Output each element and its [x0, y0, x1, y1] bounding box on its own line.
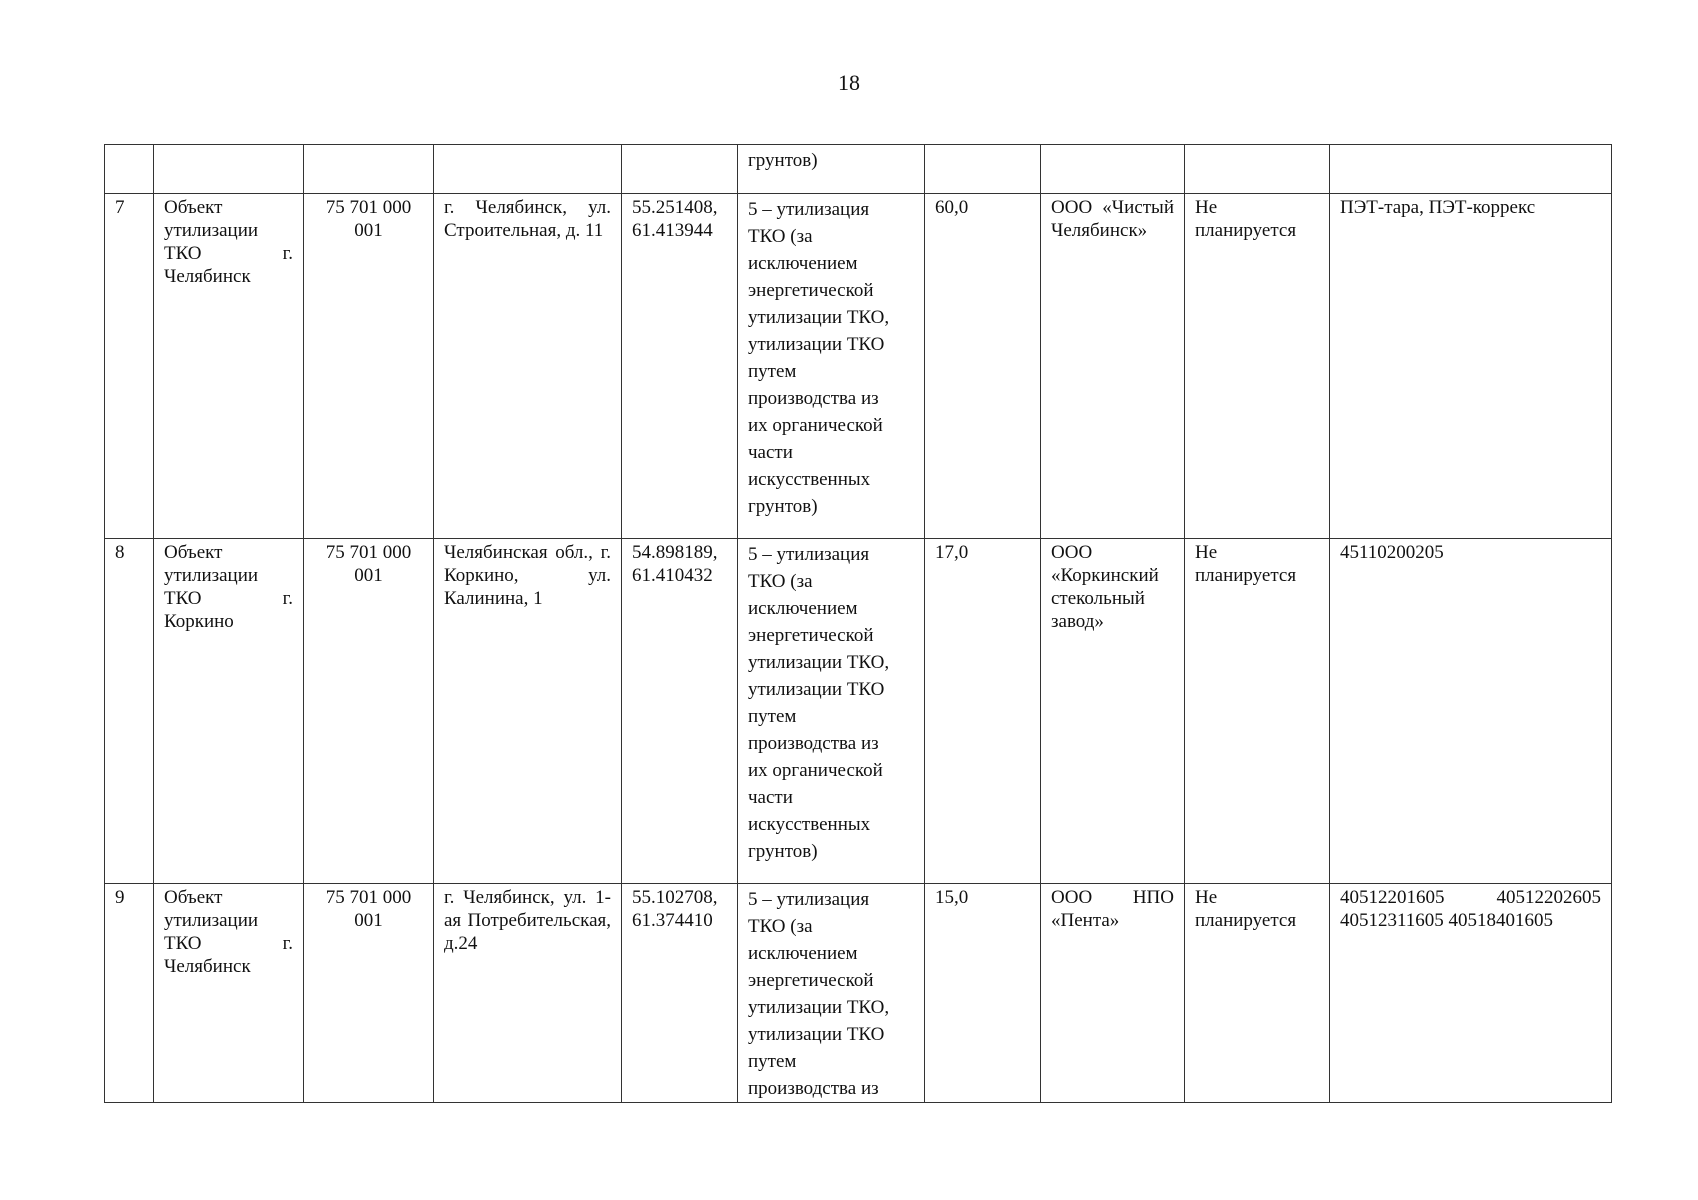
operator-cell — [1041, 145, 1185, 194]
activity-type-line: 5 – утилизация — [748, 544, 870, 565]
activity-type — [738, 194, 925, 539]
activity-type-line: энергетической — [748, 625, 874, 646]
facility-name-line: Челябинск — [164, 956, 251, 977]
facility-name — [154, 539, 304, 884]
row-number: 9 — [105, 884, 154, 1103]
facility-name-line: утилизации — [164, 910, 259, 931]
facility-name-line: ТКО г. — [164, 243, 293, 264]
activity-type — [738, 884, 925, 1103]
operator-name: ООО «Чистый Челябинск» — [1041, 194, 1185, 539]
waste-codes: ПЭТ-тара, ПЭТ-коррекс — [1330, 194, 1612, 539]
activity-type-line: энергетической — [748, 970, 874, 991]
activity-type-line: искусственных — [748, 814, 871, 835]
name-cell — [154, 145, 304, 194]
row-number: 7 — [105, 194, 154, 539]
planned-changes: Не планируется — [1185, 539, 1330, 884]
activity-type-line: путем — [748, 706, 797, 727]
activity-type-line: производства из — [748, 733, 879, 754]
activity-type-line: утилизации ТКО — [748, 679, 885, 700]
page-number: 18 — [838, 70, 860, 95]
activity-type-line: их органической — [748, 415, 883, 436]
table-row — [105, 539, 1612, 884]
activity-type-line: энергетической — [748, 280, 874, 301]
operator-name: ООО НПО «Пента» — [1041, 884, 1185, 1103]
activity-type-line: ТКО (за — [748, 226, 813, 247]
planned-changes: Не планируется — [1185, 194, 1330, 539]
activity-type-line: части — [748, 442, 793, 463]
waste-cell — [1330, 145, 1612, 194]
activity-type-line: грунтов) — [748, 841, 818, 862]
activity-type-line: части — [748, 787, 793, 808]
activity-type-line: исключением — [748, 943, 858, 964]
activity-type-line: исключением — [748, 598, 858, 619]
activity-type-line: исключением — [748, 253, 858, 274]
facility-coordinates: 54.898189, 61.410432 — [622, 539, 738, 884]
facility-address: г. Челябинск, ул. Строительная, д. 11 — [434, 194, 622, 539]
activity-type-line: их органической — [748, 760, 883, 781]
num-cell — [105, 145, 154, 194]
activity-type-line: утилизации ТКО — [748, 1024, 885, 1045]
waste-codes: 45110200205 — [1330, 539, 1612, 884]
facility-name-line: утилизации — [164, 565, 259, 586]
facility-capacity: 60,0 — [925, 194, 1041, 539]
oktmo-code: 75 701 000 001 — [304, 194, 434, 539]
facility-capacity: 17,0 — [925, 539, 1041, 884]
facility-coordinates: 55.102708, 61.374410 — [622, 884, 738, 1103]
oktmo-code: 75 701 000 001 — [304, 539, 434, 884]
activity-type-line: путем — [748, 361, 797, 382]
activity-type-line: утилизации ТКО, — [748, 997, 890, 1018]
coords-cell — [622, 145, 738, 194]
activity-type-line: грунтов) — [748, 496, 818, 517]
activity-type-line: производства из — [748, 1078, 879, 1099]
waste-codes: 40512201605 40512202605 40512311605 40518401605 — [1330, 884, 1612, 1103]
table-row — [105, 884, 1612, 1103]
facility-name-line: Коркино — [164, 611, 234, 632]
facility-name-line: утилизации — [164, 220, 259, 241]
code-cell — [304, 145, 434, 194]
activity-type-line: утилизации ТКО, — [748, 307, 890, 328]
activity-type-line: ТКО (за — [748, 571, 813, 592]
plans-cell — [1185, 145, 1330, 194]
activity-type-line: 5 – утилизация — [748, 889, 870, 910]
activity-type — [738, 539, 925, 884]
facility-name-line: ТКО г. — [164, 588, 293, 609]
activity-type-line: 5 – утилизация — [748, 199, 870, 220]
operator-name: ООО «Коркинский стекольный завод» — [1041, 539, 1185, 884]
facilities-table — [104, 144, 1612, 1103]
oktmo-code: 75 701 000 001 — [304, 884, 434, 1103]
planned-changes: Не планируется — [1185, 884, 1330, 1103]
facility-address: Челябинская обл., г. Коркино, ул. Калинина, 1 — [434, 539, 622, 884]
facility-name-line: ТКО г. — [164, 933, 293, 954]
facility-name-line: Объект — [164, 887, 223, 908]
table-row-continuation — [105, 145, 1612, 194]
activity-type-line: утилизации ТКО, — [748, 652, 890, 673]
facility-name-line: Объект — [164, 542, 223, 563]
activity-type-line: искусственных — [748, 469, 871, 490]
facility-name-line: Челябинск — [164, 266, 251, 287]
capacity-cell — [925, 145, 1041, 194]
table-row — [105, 194, 1612, 539]
activity-type-line: путем — [748, 1051, 797, 1072]
activity-type-line: утилизации ТКО — [748, 334, 885, 355]
activity-type-line: производства из — [748, 388, 879, 409]
facility-capacity: 15,0 — [925, 884, 1041, 1103]
activity-type-line: ТКО (за — [748, 916, 813, 937]
facility-address: г. Челябинск, ул. 1-ая Потребительская, д.24 — [434, 884, 622, 1103]
facility-name — [154, 194, 304, 539]
address-cell — [434, 145, 622, 194]
row-number: 8 — [105, 539, 154, 884]
facility-name — [154, 884, 304, 1103]
type-cell: грунтов) — [738, 145, 925, 194]
facility-name-line: Объект — [164, 197, 223, 218]
facility-coordinates: 55.251408, 61.413944 — [622, 194, 738, 539]
